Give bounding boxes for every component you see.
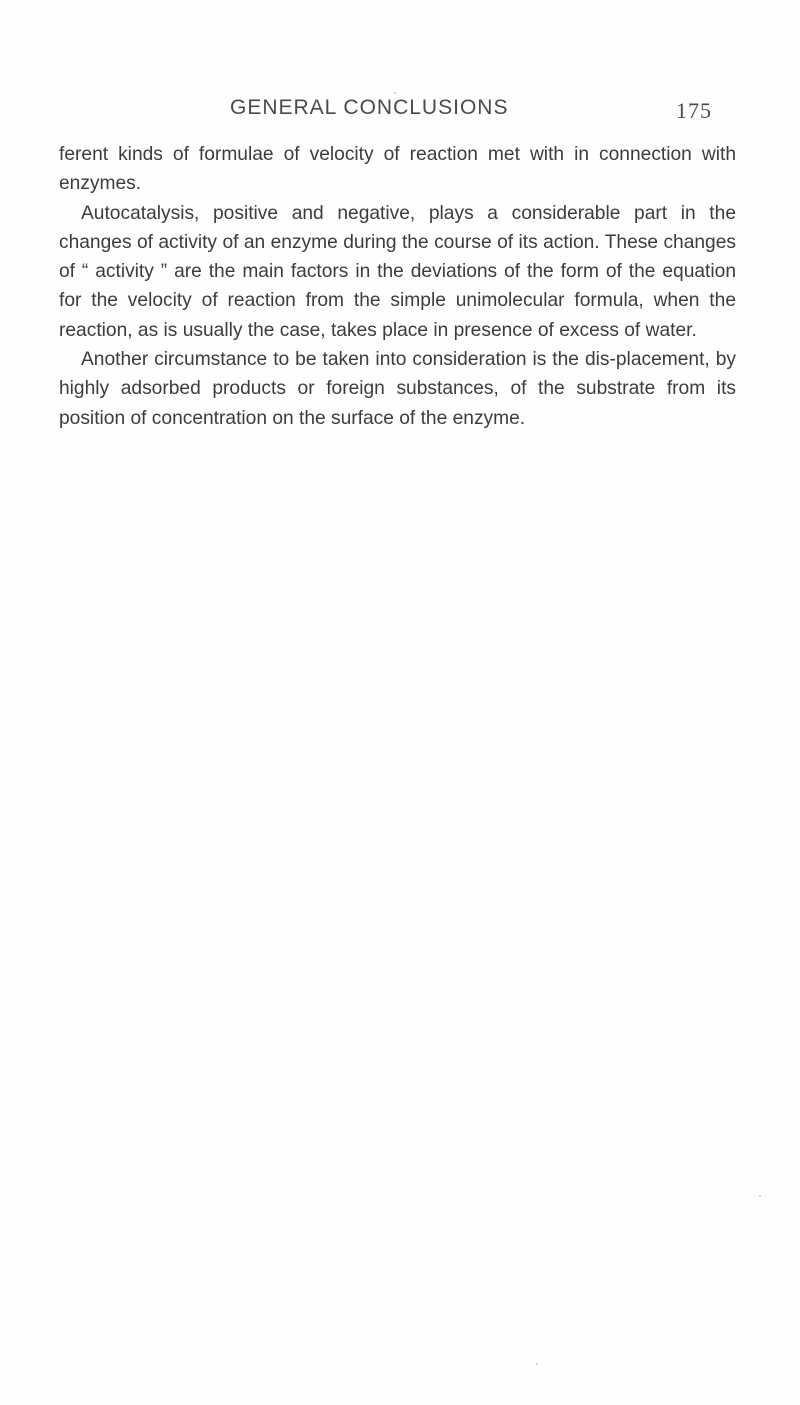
- paragraph-displacement: Another circumstance to be taken into consideration is the dis-placement, by highly adsorbed products or foreign substances, of the substrate from its position of concentration on the surface of the enzyme.: [59, 349, 736, 429]
- running-head: [0, 96, 800, 136]
- page-number: 175: [676, 98, 712, 123]
- body-text: [59, 140, 736, 433]
- paragraph-autocatalysis: Autocatalysis, positive and negative, plays a considerable part in the changes of activity of an enzyme during the course of its action. These changes of “ activity ” are the main factors in the deviations of the form of the equation for the velocity of reaction from the simple unimolecular formula, when the reaction, as is usually the case, takes place in presence of excess of water.: [59, 202, 736, 341]
- paragraph-continuation: ferent kinds of formulae of velocity of reaction met with in connection with enzymes.: [59, 144, 736, 195]
- paper-speck: [759, 1195, 761, 1197]
- running-title: GENERAL CONCLUSIONS: [230, 96, 509, 119]
- paper-speck: [536, 1363, 538, 1365]
- paper-speck: [394, 92, 396, 94]
